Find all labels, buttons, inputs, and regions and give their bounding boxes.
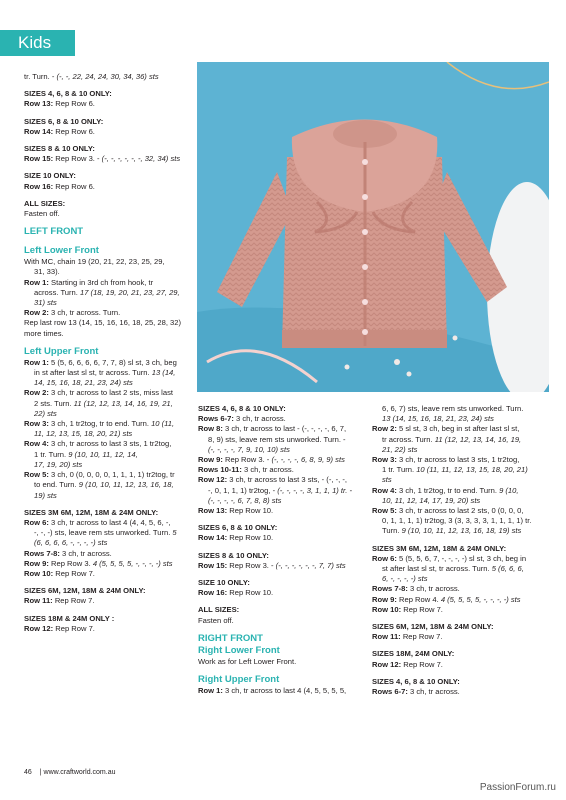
row-label: Row 14:: [198, 533, 228, 543]
spacer: [198, 516, 366, 523]
row-instruction: [24, 596, 192, 606]
row-instruction: [198, 686, 366, 696]
row-label: Row 12:: [372, 659, 402, 669]
instruction-line: [372, 564, 547, 574]
instruction-text: 5 (5, 5, 6, 7, -, -, -, -) sl st, 3 ch, beg in: [396, 553, 527, 563]
instruction-text: Rep Row 3. -: [227, 560, 276, 570]
instruction-line: [372, 414, 547, 424]
instruction-text: 3 ch, 1 tr2tog, tr to end. Turn.: [48, 419, 152, 429]
stitch-count: 13 (14,: [151, 368, 176, 378]
instruction-text: to end. Turn.: [34, 480, 79, 490]
instruction-text: 0, 1, 1, 1, 1) tr2tog, 3 (3, 3, 3, 3, 1, 1, 1, 1) tr.: [382, 516, 532, 526]
instruction-text: in st after last sl st, tr across. Turn.: [34, 368, 152, 378]
instruction-text: 3 ch, tr across.: [241, 465, 294, 475]
row-instruction: [198, 561, 366, 571]
row-instruction: [198, 588, 366, 598]
row-label: Rows 6-7:: [198, 414, 234, 424]
size-heading-text: SIZES 4, 6, 8 & 10 ONLY:: [24, 89, 112, 99]
instruction-line: [198, 486, 366, 496]
instruction-text: Rep Row 10.: [227, 506, 274, 516]
stitch-count: (-, -, -, -, 7, 9, 10, 10) sts: [208, 444, 290, 454]
site-url: www.craftworld.com.au: [43, 769, 116, 776]
instruction-text: tr across. Turn.: [382, 434, 435, 444]
pattern-column-left: [24, 72, 192, 634]
instruction-text: Rep Row 6.: [53, 126, 95, 136]
instruction-line: [24, 429, 192, 439]
spacer: [24, 110, 192, 117]
instruction-line: [198, 435, 366, 445]
page-number: 46: [24, 769, 32, 776]
size-heading-text: SIZES 3M 6M, 12M, 18M & 24M ONLY:: [372, 543, 507, 553]
row-label: Row 3:: [372, 455, 397, 465]
spacer: [24, 339, 192, 346]
stitch-count: 11 (12, 12, 13, 14, 16, 19,: [434, 434, 522, 444]
stitch-count: 9 (10, 10, 11, 12, 14,: [68, 449, 138, 459]
size-heading-text: SIZE 10 ONLY:: [198, 578, 250, 588]
instruction-line: [24, 409, 192, 419]
spacer: [198, 626, 366, 633]
instruction-text: Rep Row 10.: [227, 588, 274, 598]
instruction-text: 3 ch, 1 tr2tog, tr to end. Turn.: [396, 485, 500, 495]
stitch-count: 4 (5, 5, 5, 5, -, -, -, -) sts: [92, 558, 173, 568]
instruction-text: 3 ch, tr across.: [407, 687, 460, 697]
stitch-count: (-, -, -, -, 6, 8, 9, 9) sts: [271, 455, 345, 465]
stitch-count: (-, -, -, -, 3, 1, 1, 1) tr. -: [277, 485, 353, 495]
size-heading: [24, 199, 192, 209]
instruction-line: [24, 257, 192, 267]
row-instruction: [372, 605, 547, 615]
row-label: Row 16:: [198, 588, 228, 598]
instruction-line: [198, 657, 366, 667]
row-label: Row 8:: [198, 424, 223, 434]
instruction-text: -, 0, 1, 1, 1) tr2tog, -: [208, 485, 278, 495]
subsection-heading: Right Lower Front: [198, 644, 280, 656]
instruction-text: 3 ch, tr across. Turn.: [48, 308, 121, 318]
stitch-count: 10 (11,: [151, 419, 175, 429]
instruction-text: 3 ch, tr across.: [407, 584, 460, 594]
instruction-text: 1 tr. Turn.: [34, 449, 69, 459]
instruction-text: across. Turn.: [34, 287, 80, 297]
spacer: [372, 642, 547, 649]
instruction-line: [24, 378, 192, 388]
instruction-line: [24, 267, 192, 277]
row-instruction: [372, 595, 547, 605]
size-heading-text: ALL SIZES:: [24, 198, 66, 208]
instruction-line: [372, 445, 547, 455]
size-heading-text: SIZES 8 & 10 ONLY:: [198, 550, 269, 560]
size-heading: [24, 614, 192, 624]
pattern-column-middle: [198, 404, 366, 696]
size-heading-text: SIZES 18M & 24M ONLY :: [24, 613, 115, 623]
instruction-text: 6, 6, 7) sts, leave rem sts unworked. Turn.: [382, 404, 524, 413]
size-heading-text: SIZES 6, 8 & 10 ONLY:: [24, 116, 104, 126]
row-label: Row 3:: [24, 419, 49, 429]
instruction-text: Rep Row 3.: [48, 558, 93, 568]
row-label: Row 5:: [24, 470, 49, 480]
size-heading: [24, 89, 192, 99]
row-label: Row 4:: [372, 485, 397, 495]
spacer: [372, 537, 547, 544]
row-instruction: [24, 518, 192, 528]
instruction-text: 5 (5, 6, 6, 6, 6, 7, 7, 8) sl st, 3 ch, beg: [48, 357, 177, 367]
instruction-text: Fasten off.: [24, 209, 60, 219]
size-heading-text: ALL SIZES:: [198, 605, 240, 615]
row-instruction: [372, 660, 547, 670]
instruction-text: 3 ch, tr across to last 2 sts, 0 (0, 0, 0,: [396, 506, 524, 516]
size-heading: [372, 649, 547, 659]
instruction-text: Turn.: [382, 526, 402, 536]
instruction-text: 3 ch, tr across.: [233, 414, 286, 424]
row-instruction: [24, 308, 192, 318]
instruction-line: [24, 538, 192, 548]
row-label: Row 1:: [24, 277, 49, 287]
stitch-count: 9 (10,: [499, 485, 519, 495]
row-label: Row 10:: [24, 568, 54, 578]
spacer: [24, 501, 192, 508]
row-instruction: [24, 439, 192, 449]
row-instruction: [198, 465, 366, 475]
instruction-text: Starting in 3rd ch from hook, tr: [48, 277, 154, 287]
instruction-line: [24, 480, 192, 490]
size-heading: [24, 171, 192, 181]
row-label: Row 13:: [24, 99, 54, 109]
row-label: Row 16:: [24, 181, 54, 191]
row-label: Row 9:: [372, 594, 397, 604]
row-label: Row 14:: [24, 126, 54, 136]
cardigan-photo: [197, 62, 549, 392]
row-instruction: [372, 506, 547, 516]
row-label: Rows 7-8:: [372, 584, 408, 594]
size-heading-text: SIZES 4, 6, 8 & 10 ONLY:: [372, 676, 460, 686]
instruction-text: tr. Turn. -: [24, 72, 57, 81]
row-instruction: [198, 475, 366, 485]
instruction-text: -, -, -) sts, leave rem sts unworked. Turn.: [34, 528, 173, 538]
size-heading: [372, 677, 547, 687]
instruction-line: [372, 465, 547, 475]
row-label: Rows 10-11:: [198, 465, 242, 475]
size-heading-text: SIZES 8 & 10 ONLY:: [24, 144, 95, 154]
instruction-text: Rep Row 7.: [400, 632, 443, 642]
spacer: [198, 598, 366, 605]
row-instruction: [198, 455, 366, 465]
row-label: Rows 7-8:: [24, 548, 60, 558]
spacer: [372, 615, 547, 622]
instruction-line: [372, 475, 547, 485]
instruction-line: [24, 329, 192, 339]
stitch-count: 10, 11, 12, 14, 17, 19, 20) sts: [382, 495, 481, 505]
row-label: Row 1:: [198, 686, 223, 696]
instruction-text: Rep Row 7.: [401, 604, 443, 614]
row-instruction: [24, 624, 192, 634]
instruction-text: With MC, chain 19 (20, 21, 22, 23, 25, 29,: [24, 257, 165, 267]
instruction-text: Fasten off.: [198, 615, 234, 625]
instruction-line: [24, 460, 192, 470]
instruction-text: 31, 33).: [34, 267, 60, 277]
section-heading: RIGHT FRONT: [198, 632, 263, 644]
stitch-count: 9 (10, 10, 11, 12, 13, 16, 18, 19) sts: [401, 526, 522, 536]
spacer: [24, 137, 192, 144]
row-label: Row 13:: [198, 506, 228, 516]
instruction-text: Rep Row 3. -: [53, 154, 102, 164]
row-label: Row 4:: [24, 439, 49, 449]
instruction-text: st after last sl st, tr across. Turn.: [382, 564, 492, 574]
spacer: [198, 667, 366, 674]
row-instruction: [24, 569, 192, 579]
spacer: [198, 544, 366, 551]
row-instruction: [24, 358, 192, 368]
row-instruction: [372, 584, 547, 594]
stitch-count: 31) sts: [34, 298, 57, 308]
row-instruction: [372, 687, 547, 697]
instruction-text: Rep Row 7.: [53, 568, 95, 578]
instruction-text: 3 ch, tr across to last 3 sts, 1 tr2tog,: [48, 439, 172, 449]
instruction-line: [372, 574, 547, 584]
stitch-count: 14, 15, 16, 18, 21, 23, 24) sts: [34, 378, 133, 388]
instruction-line: [24, 298, 192, 308]
row-instruction: [198, 533, 366, 543]
spacer: [24, 579, 192, 586]
subsection-heading: Left Lower Front: [24, 245, 99, 257]
size-heading: [198, 523, 366, 533]
stitch-count: 21, 22) sts: [382, 444, 418, 454]
instruction-line: [372, 404, 547, 414]
instruction-text: Work as for Left Lower Front.: [198, 656, 297, 666]
instruction-text: 3 ch, tr across.: [59, 548, 112, 558]
stitch-count: 13 (14, 15, 16, 18, 21, 23, 24) sts: [382, 414, 494, 424]
size-heading: [198, 578, 366, 588]
instruction-text: Rep Row 3. -: [222, 455, 272, 465]
stitch-count: (-, -, -, -, -, -, 32, 34) sts: [101, 154, 181, 164]
instruction-line: [24, 209, 192, 219]
instruction-line: [198, 445, 366, 455]
row-label: Row 5:: [372, 506, 397, 516]
section-tab: Kids: [0, 30, 75, 56]
row-label: Row 6:: [24, 517, 49, 527]
instruction-line: [24, 288, 192, 298]
size-heading: [24, 144, 192, 154]
row-instruction: [24, 99, 192, 109]
size-heading-text: SIZES 18M, 24M ONLY:: [372, 649, 455, 659]
row-instruction: [24, 549, 192, 559]
size-heading-text: SIZES 4, 6, 8 & 10 ONLY:: [198, 404, 286, 413]
spacer: [372, 670, 547, 677]
row-instruction: [372, 632, 547, 642]
row-instruction: [24, 278, 192, 288]
size-heading-text: SIZES 3M 6M, 12M, 18M & 24M ONLY:: [24, 507, 159, 517]
size-heading: [24, 586, 192, 596]
row-instruction: [372, 554, 547, 564]
size-heading: [24, 117, 192, 127]
instruction-text: 1 tr. Turn.: [382, 465, 417, 475]
row-label: Row 9:: [24, 558, 49, 568]
spacer: [24, 238, 192, 245]
stitch-count: 11 (12, 12, 13, 14, 16, 19, 21,: [73, 398, 173, 408]
instruction-text: 3 ch, 0 (0, 0, 0, 0, 1, 1, 1, 1) tr2tog, tr: [48, 470, 175, 480]
size-heading: [24, 508, 192, 518]
row-label: Row 10:: [372, 604, 402, 614]
size-heading: [198, 605, 366, 615]
footer-divider: |: [39, 769, 42, 776]
subsection-heading: Right Upper Front: [198, 674, 280, 686]
row-instruction: [198, 414, 366, 424]
row-label: Rows 6-7:: [372, 687, 408, 697]
stitch-count: (-, -, -, -, -, -, 7, 7) sts: [275, 560, 346, 570]
section-heading: LEFT FRONT: [24, 226, 84, 238]
stitch-count: 5 (6, 6, 6,: [491, 564, 524, 574]
spacer: [24, 219, 192, 226]
instruction-text: Rep Row 6.: [53, 181, 95, 191]
instruction-line: [372, 435, 547, 445]
instruction-text: 3 ch, tr across to last 4 (4, 4, 5, 6, -,: [48, 517, 171, 527]
size-heading: [198, 551, 366, 561]
instruction-line: [372, 496, 547, 506]
instruction-line: [372, 516, 547, 526]
row-instruction: [198, 506, 366, 516]
row-instruction: [24, 388, 192, 398]
instruction-text: 2 sts. Turn.: [34, 398, 74, 408]
spacer: [24, 192, 192, 199]
instruction-line: [24, 491, 192, 501]
stitch-count: 22) sts: [34, 408, 57, 418]
instruction-line: [24, 399, 192, 409]
instruction-text: 3 ch, tr across to last 4 (4, 5, 5, 5, 5,: [222, 686, 347, 696]
row-instruction: [24, 127, 192, 137]
row-instruction: [24, 470, 192, 480]
instruction-text: 8, 9) sts, leave rem sts unworked. Turn. -: [208, 434, 346, 444]
stitch-count: (-, -, 22, 24, 24, 30, 34, 36) sts: [56, 72, 159, 81]
row-label: Row 9:: [198, 455, 223, 465]
stitch-count: 17 (18, 19, 20, 21, 23, 27, 29,: [80, 287, 180, 297]
instruction-text: more times.: [24, 328, 64, 338]
subsection-heading: Left Upper Front: [24, 345, 99, 357]
row-label: Row 2:: [372, 424, 397, 434]
row-label: Row 2:: [24, 308, 49, 318]
spacer: [24, 607, 192, 614]
instruction-line: [24, 450, 192, 460]
row-instruction: [198, 424, 366, 434]
row-label: Row 1:: [24, 357, 49, 367]
spacer: [24, 82, 192, 89]
instruction-line: [24, 318, 192, 328]
stitch-count: 6, -, -, -, -) sts: [382, 574, 428, 584]
instruction-text: Rep Row 4.: [396, 594, 441, 604]
spacer: [24, 164, 192, 171]
instruction-line: [24, 368, 192, 378]
page-footer: [24, 769, 116, 776]
size-heading-text: SIZE 10 ONLY:: [24, 171, 76, 181]
size-heading: [198, 404, 366, 414]
instruction-text: Rep Row 7.: [52, 596, 95, 606]
instruction-text: Rep Row 6.: [53, 99, 95, 109]
stitch-count: (6, 6, 6, 6, -, -, -, -) sts: [34, 538, 108, 548]
instruction-line: [198, 616, 366, 626]
stitch-count: 4 (5, 5, 5, 5, -, -, -, -) sts: [440, 594, 521, 604]
row-label: Row 12:: [198, 475, 228, 485]
stitch-count: sts: [382, 475, 392, 485]
size-heading: [372, 622, 547, 632]
row-label: Row 11:: [24, 596, 53, 606]
row-instruction: [372, 424, 547, 434]
stitch-count: 11, 12, 13, 15, 18, 20, 21) sts: [34, 429, 133, 439]
stitch-count: 19) sts: [34, 490, 57, 500]
watermark: PassionForum.ru: [479, 782, 556, 793]
row-label: Row 2:: [24, 388, 49, 398]
instruction-line: [372, 526, 547, 536]
size-heading-text: SIZES 6, 8 & 10 ONLY:: [198, 523, 278, 533]
size-heading-text: SIZES 6M, 12M, 18M & 24M ONLY:: [24, 586, 146, 596]
instruction-line: [198, 496, 366, 506]
pattern-column-right: [372, 404, 547, 697]
row-instruction: [372, 486, 547, 496]
stitch-count: 17, 19, 20) sts: [34, 459, 83, 469]
row-instruction: [24, 559, 192, 569]
stitch-count: 5: [172, 528, 177, 538]
row-instruction: [372, 455, 547, 465]
instruction-text: 5 sl st, 3 ch, beg in st after last sl st,: [396, 424, 520, 434]
stitch-count: 9 (10, 10, 11, 12, 13, 16, 18,: [78, 480, 174, 490]
cardigan-illustration: [197, 62, 549, 392]
instruction-text: Rep Row 10.: [227, 533, 274, 543]
instruction-text: Rep last row 13 (14, 15, 16, 16, 18, 25, 28, 32): [24, 318, 182, 328]
stitch-count: (-, -, -, -, 6, 7, 8, 8) sts: [208, 495, 282, 505]
row-instruction: [24, 419, 192, 429]
row-label: Row 11:: [372, 632, 401, 642]
instruction-text: Rep Row 7.: [53, 623, 95, 633]
instruction-text: 3 ch, tr across to last 3 sts, 1 tr2tog,: [396, 455, 520, 465]
spacer: [198, 571, 366, 578]
instruction-text: Rep Row 7.: [401, 659, 443, 669]
row-label: Row 6:: [372, 553, 397, 563]
instruction-text: 3 ch, tr across to last 2 sts, miss last: [48, 388, 173, 398]
row-instruction: [24, 154, 192, 164]
row-label: Row 15:: [24, 154, 54, 164]
instruction-text: 3 ch, tr across to last - (-, -, -, -, 6, 7,: [222, 424, 347, 434]
stitch-count: 10 (11, 11, 12, 13, 15, 18, 20, 21): [416, 465, 528, 475]
instruction-line: [24, 528, 192, 538]
row-instruction: [24, 182, 192, 192]
size-heading-text: SIZES 6M, 12M, 18M & 24M ONLY:: [372, 622, 494, 632]
row-label: Row 15:: [198, 560, 228, 570]
size-heading: [372, 544, 547, 554]
instruction-text: 3 ch, tr across to last 3 sts, - (-, -, -,: [227, 475, 347, 485]
instruction-line: [24, 72, 192, 82]
row-label: Row 12:: [24, 623, 54, 633]
